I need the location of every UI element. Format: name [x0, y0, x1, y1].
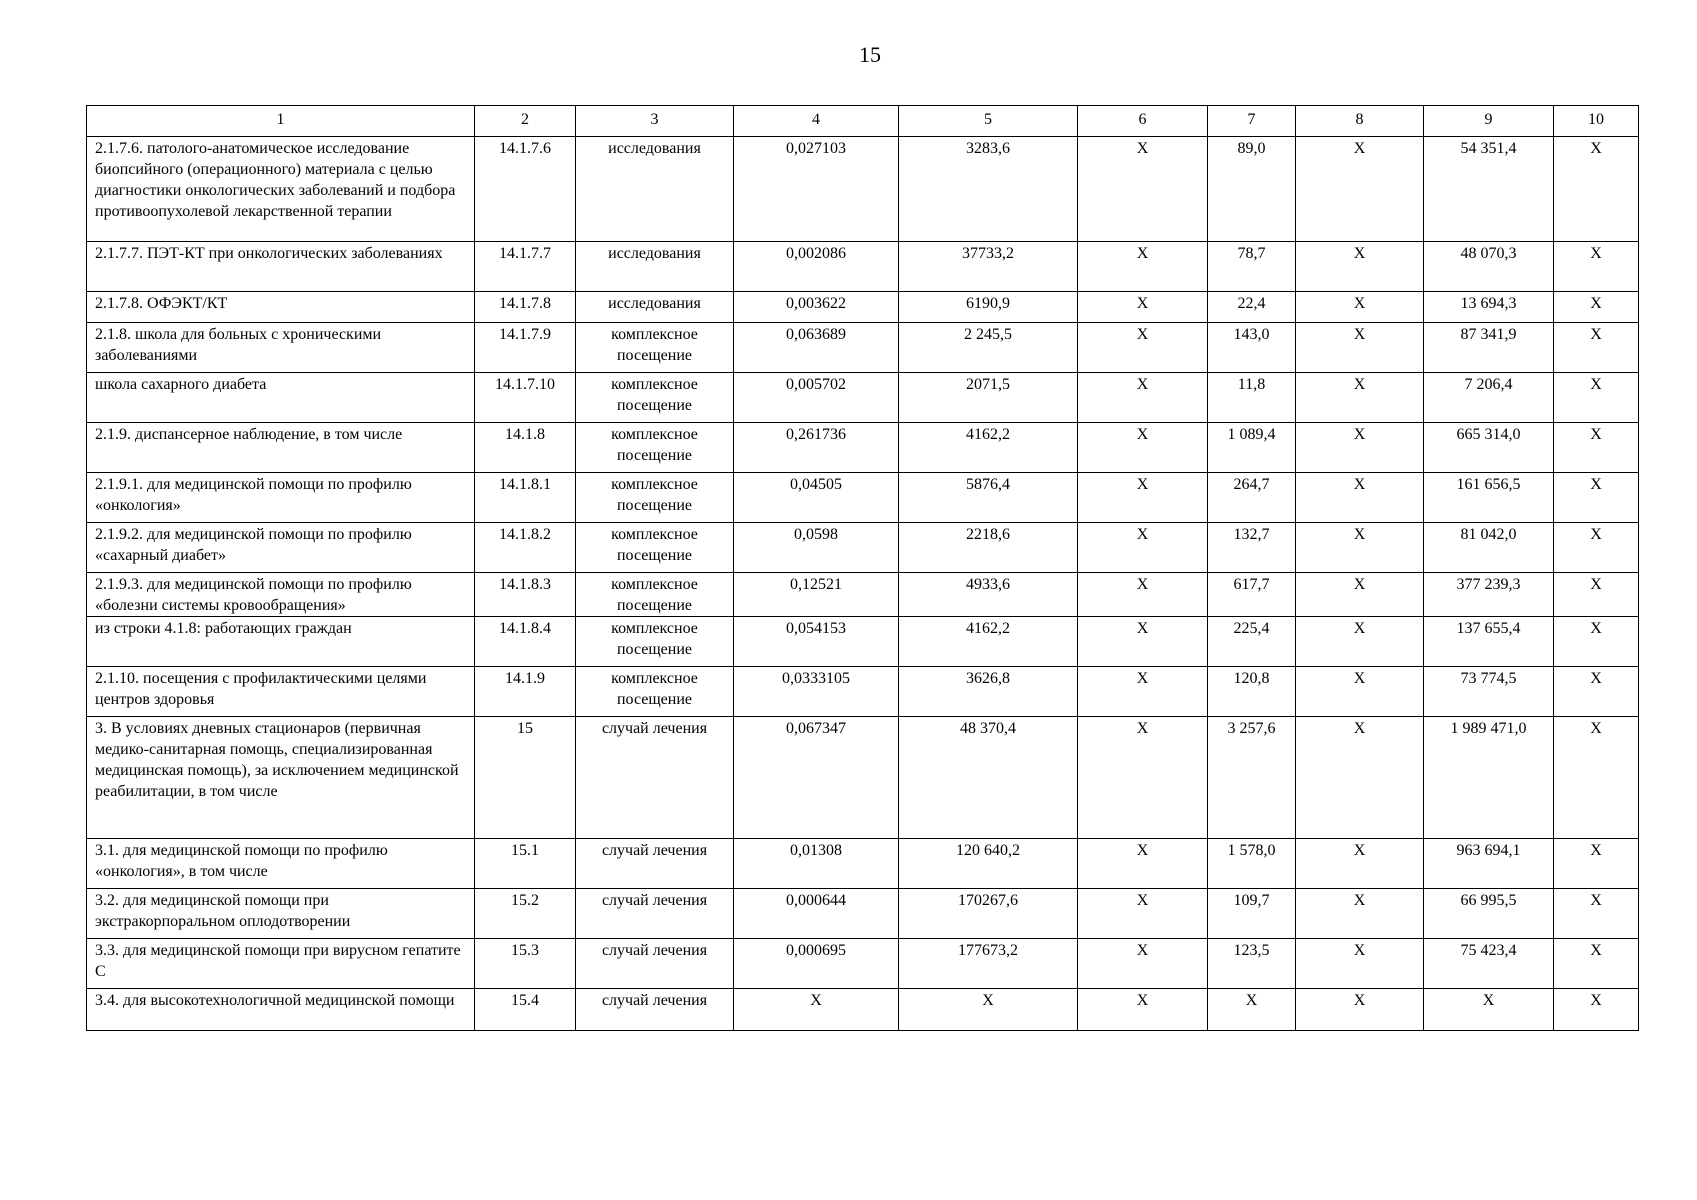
row-col6-cell: X — [1078, 573, 1208, 617]
row-col9-cell: 73 774,5 — [1424, 667, 1554, 717]
row-col4-cell: 0,04505 — [734, 473, 899, 523]
row-col9-cell: 7 206,4 — [1424, 373, 1554, 423]
row-col7-cell: 1 578,0 — [1208, 839, 1296, 889]
row-col4-cell: 0,0598 — [734, 523, 899, 573]
row-code-cell: 15.2 — [475, 889, 576, 939]
row-col6-cell: X — [1078, 939, 1208, 989]
row-col9-cell: 1 989 471,0 — [1424, 717, 1554, 839]
row-name-cell: 2.1.9.2. для медицинской помощи по профилю «сахарный диабет» — [87, 523, 475, 573]
header-cell: 5 — [899, 106, 1078, 137]
row-col9-cell: 75 423,4 — [1424, 939, 1554, 989]
row-col8-cell: X — [1296, 989, 1424, 1031]
row-col4-cell: X — [734, 989, 899, 1031]
row-name-cell: 3. В условиях дневных стационаров (первичная медико-санитарная помощь, специализированная медицинская помощь), за исключением медицинской реабилитации, в том числе — [87, 717, 475, 839]
row-unit-cell: комплексное посещение — [576, 667, 734, 717]
row-col6-cell: X — [1078, 667, 1208, 717]
row-name-cell: 2.1.9.1. для медицинской помощи по профилю «онкология» — [87, 473, 475, 523]
row-code-cell: 14.1.8.1 — [475, 473, 576, 523]
row-col9-cell: 377 239,3 — [1424, 573, 1554, 617]
row-unit-cell: исследования — [576, 137, 734, 242]
row-code-cell: 15 — [475, 717, 576, 839]
row-col7-cell: 264,7 — [1208, 473, 1296, 523]
row-name-cell: школа сахарного диабета — [87, 373, 475, 423]
row-col8-cell: X — [1296, 523, 1424, 573]
table-row — [87, 839, 1639, 889]
row-col4-cell: 0,027103 — [734, 137, 899, 242]
row-col8-cell: X — [1296, 717, 1424, 839]
table-row — [87, 889, 1639, 939]
row-col4-cell: 0,063689 — [734, 323, 899, 373]
row-col5-cell: 170267,6 — [899, 889, 1078, 939]
row-col4-cell: 0,000644 — [734, 889, 899, 939]
row-col6-cell: X — [1078, 423, 1208, 473]
row-col9-cell: 963 694,1 — [1424, 839, 1554, 889]
row-col7-cell: 132,7 — [1208, 523, 1296, 573]
table-row — [87, 323, 1639, 373]
row-col7-cell: 1 089,4 — [1208, 423, 1296, 473]
row-name-cell: 2.1.9. диспансерное наблюдение, в том числе — [87, 423, 475, 473]
row-col4-cell: 0,000695 — [734, 939, 899, 989]
row-col7-cell: 3 257,6 — [1208, 717, 1296, 839]
row-code-cell: 14.1.8 — [475, 423, 576, 473]
table-row — [87, 473, 1639, 523]
table-row — [87, 717, 1639, 839]
row-col8-cell: X — [1296, 242, 1424, 292]
table-row — [87, 242, 1639, 292]
row-col10-cell: X — [1554, 839, 1639, 889]
row-col9-cell: 48 070,3 — [1424, 242, 1554, 292]
row-col5-cell: 2071,5 — [899, 373, 1078, 423]
row-col6-cell: X — [1078, 323, 1208, 373]
row-col5-cell: 2 245,5 — [899, 323, 1078, 373]
header-cell: 3 — [576, 106, 734, 137]
row-col4-cell: 0,003622 — [734, 292, 899, 323]
row-code-cell: 14.1.7.8 — [475, 292, 576, 323]
table-row — [87, 373, 1639, 423]
row-col6-cell: X — [1078, 523, 1208, 573]
row-col7-cell: X — [1208, 989, 1296, 1031]
header-cell: 2 — [475, 106, 576, 137]
row-col6-cell: X — [1078, 889, 1208, 939]
row-col9-cell: 137 655,4 — [1424, 617, 1554, 667]
row-col8-cell: X — [1296, 939, 1424, 989]
row-code-cell: 15.3 — [475, 939, 576, 989]
row-code-cell: 14.1.7.10 — [475, 373, 576, 423]
row-unit-cell: комплексное посещение — [576, 423, 734, 473]
row-col7-cell: 123,5 — [1208, 939, 1296, 989]
row-col6-cell: X — [1078, 292, 1208, 323]
row-unit-cell: комплексное посещение — [576, 323, 734, 373]
header-cell: 6 — [1078, 106, 1208, 137]
row-col8-cell: X — [1296, 573, 1424, 617]
row-unit-cell: комплексное посещение — [576, 523, 734, 573]
row-col4-cell: 0,005702 — [734, 373, 899, 423]
row-col4-cell: 0,0333105 — [734, 667, 899, 717]
row-col4-cell: 0,067347 — [734, 717, 899, 839]
row-col6-cell: X — [1078, 137, 1208, 242]
row-col10-cell: X — [1554, 667, 1639, 717]
row-col7-cell: 617,7 — [1208, 573, 1296, 617]
page-number: 15 — [859, 42, 881, 67]
row-unit-cell: исследования — [576, 292, 734, 323]
row-col8-cell: X — [1296, 667, 1424, 717]
table-row — [87, 523, 1639, 573]
row-col4-cell: 0,002086 — [734, 242, 899, 292]
row-col10-cell: X — [1554, 137, 1639, 242]
row-unit-cell: случай лечения — [576, 939, 734, 989]
row-col9-cell: X — [1424, 989, 1554, 1031]
table-row — [87, 667, 1639, 717]
row-col8-cell: X — [1296, 473, 1424, 523]
row-name-cell: 3.4. для высокотехнологичной медицинской помощи — [87, 989, 475, 1031]
row-unit-cell: комплексное посещение — [576, 573, 734, 617]
row-col8-cell: X — [1296, 137, 1424, 242]
row-col9-cell: 161 656,5 — [1424, 473, 1554, 523]
row-name-cell: 3.1. для медицинской помощи по профилю «онкология», в том числе — [87, 839, 475, 889]
row-col10-cell: X — [1554, 423, 1639, 473]
row-col5-cell: 4933,6 — [899, 573, 1078, 617]
row-col4-cell: 0,12521 — [734, 573, 899, 617]
row-col9-cell: 87 341,9 — [1424, 323, 1554, 373]
row-col10-cell: X — [1554, 523, 1639, 573]
row-col9-cell: 13 694,3 — [1424, 292, 1554, 323]
table-row — [87, 939, 1639, 989]
row-code-cell: 14.1.8.2 — [475, 523, 576, 573]
row-col8-cell: X — [1296, 617, 1424, 667]
row-name-cell: 2.1.7.7. ПЭТ-КТ при онкологических заболеваниях — [87, 242, 475, 292]
row-col5-cell: 6190,9 — [899, 292, 1078, 323]
row-col9-cell: 81 042,0 — [1424, 523, 1554, 573]
header-cell: 1 — [87, 106, 475, 137]
row-col9-cell: 54 351,4 — [1424, 137, 1554, 242]
table-row — [87, 617, 1639, 667]
row-col7-cell: 120,8 — [1208, 667, 1296, 717]
row-code-cell: 14.1.9 — [475, 667, 576, 717]
row-col5-cell: 5876,4 — [899, 473, 1078, 523]
row-code-cell: 14.1.7.6 — [475, 137, 576, 242]
row-col6-cell: X — [1078, 242, 1208, 292]
row-col8-cell: X — [1296, 292, 1424, 323]
row-col9-cell: 66 995,5 — [1424, 889, 1554, 939]
row-col6-cell: X — [1078, 373, 1208, 423]
row-col7-cell: 11,8 — [1208, 373, 1296, 423]
row-col6-cell: X — [1078, 617, 1208, 667]
row-code-cell: 14.1.8.3 — [475, 573, 576, 617]
table-row — [87, 573, 1639, 617]
row-col8-cell: X — [1296, 373, 1424, 423]
row-unit-cell: случай лечения — [576, 717, 734, 839]
row-unit-cell: случай лечения — [576, 989, 734, 1031]
row-col7-cell: 109,7 — [1208, 889, 1296, 939]
row-code-cell: 14.1.8.4 — [475, 617, 576, 667]
row-col10-cell: X — [1554, 473, 1639, 523]
row-col10-cell: X — [1554, 242, 1639, 292]
row-code-cell: 14.1.7.9 — [475, 323, 576, 373]
row-col10-cell: X — [1554, 989, 1639, 1031]
row-name-cell: 2.1.8. школа для больных с хроническими заболеваниями — [87, 323, 475, 373]
row-unit-cell: комплексное посещение — [576, 473, 734, 523]
row-col7-cell: 225,4 — [1208, 617, 1296, 667]
row-col7-cell: 143,0 — [1208, 323, 1296, 373]
row-name-cell: 3.2. для медицинской помощи при экстракорпоральном оплодотворении — [87, 889, 475, 939]
row-code-cell: 14.1.7.7 — [475, 242, 576, 292]
row-col6-cell: X — [1078, 839, 1208, 889]
header-cell: 10 — [1554, 106, 1639, 137]
row-col7-cell: 22,4 — [1208, 292, 1296, 323]
row-col10-cell: X — [1554, 617, 1639, 667]
row-col6-cell: X — [1078, 473, 1208, 523]
header-cell: 8 — [1296, 106, 1424, 137]
table-header-row — [87, 106, 1639, 137]
row-name-cell: 2.1.7.8. ОФЭКТ/КТ — [87, 292, 475, 323]
row-col5-cell: 3626,8 — [899, 667, 1078, 717]
row-col10-cell: X — [1554, 573, 1639, 617]
table-row — [87, 989, 1639, 1031]
row-col5-cell: 3283,6 — [899, 137, 1078, 242]
row-unit-cell: случай лечения — [576, 839, 734, 889]
row-code-cell: 15.1 — [475, 839, 576, 889]
row-name-cell: 2.1.10. посещения с профилактическими целями центров здоровья — [87, 667, 475, 717]
row-col5-cell: 4162,2 — [899, 423, 1078, 473]
header-cell: 4 — [734, 106, 899, 137]
row-unit-cell: комплексное посещение — [576, 617, 734, 667]
row-col7-cell: 89,0 — [1208, 137, 1296, 242]
row-col5-cell: 2218,6 — [899, 523, 1078, 573]
row-col10-cell: X — [1554, 292, 1639, 323]
row-col6-cell: X — [1078, 717, 1208, 839]
row-col5-cell: 177673,2 — [899, 939, 1078, 989]
row-col5-cell: 120 640,2 — [899, 839, 1078, 889]
row-unit-cell: комплексное посещение — [576, 373, 734, 423]
row-unit-cell: исследования — [576, 242, 734, 292]
row-col10-cell: X — [1554, 373, 1639, 423]
row-col5-cell: 37733,2 — [899, 242, 1078, 292]
row-col4-cell: 0,01308 — [734, 839, 899, 889]
row-col10-cell: X — [1554, 939, 1639, 989]
row-col9-cell: 665 314,0 — [1424, 423, 1554, 473]
row-col7-cell: 78,7 — [1208, 242, 1296, 292]
row-name-cell: 2.1.7.6. патолого-анатомическое исследование биопсийного (операционного) материала с целью диагностики онкологических заболеваний и подбора противоопухолевой лекарственной терапии — [87, 137, 475, 242]
row-col4-cell: 0,261736 — [734, 423, 899, 473]
row-name-cell: из строки 4.1.8: работающих граждан — [87, 617, 475, 667]
data-table — [86, 105, 1639, 1031]
row-col4-cell: 0,054153 — [734, 617, 899, 667]
row-code-cell: 15.4 — [475, 989, 576, 1031]
row-col5-cell: 48 370,4 — [899, 717, 1078, 839]
header-cell: 9 — [1424, 106, 1554, 137]
row-name-cell: 3.3. для медицинской помощи при вирусном гепатите С — [87, 939, 475, 989]
row-col6-cell: X — [1078, 989, 1208, 1031]
header-cell: 7 — [1208, 106, 1296, 137]
row-unit-cell: случай лечения — [576, 889, 734, 939]
row-col10-cell: X — [1554, 889, 1639, 939]
row-col10-cell: X — [1554, 717, 1639, 839]
row-col8-cell: X — [1296, 839, 1424, 889]
table-row — [87, 292, 1639, 323]
row-col10-cell: X — [1554, 323, 1639, 373]
table-row — [87, 137, 1639, 242]
row-col5-cell: 4162,2 — [899, 617, 1078, 667]
row-name-cell: 2.1.9.3. для медицинской помощи по профилю «болезни системы кровообращения» — [87, 573, 475, 617]
row-col8-cell: X — [1296, 323, 1424, 373]
row-col8-cell: X — [1296, 889, 1424, 939]
row-col8-cell: X — [1296, 423, 1424, 473]
table-row — [87, 423, 1639, 473]
row-col5-cell: X — [899, 989, 1078, 1031]
